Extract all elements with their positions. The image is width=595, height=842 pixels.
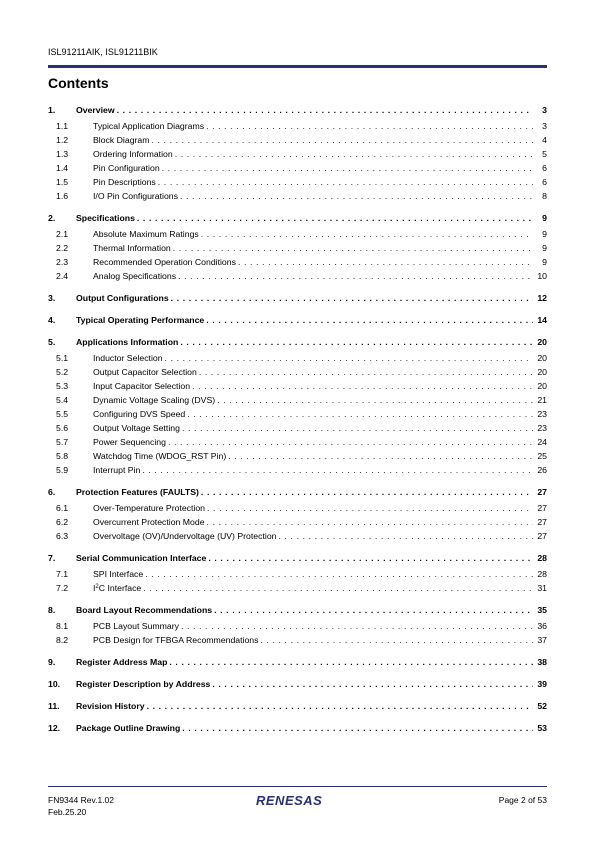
footer-page-number: Page 2 of 53	[498, 795, 547, 805]
toc-entry-page: 21	[537, 395, 547, 405]
toc-entry-page: 35	[537, 605, 547, 615]
toc-entry-number: 5.	[48, 337, 56, 347]
toc-dot-leader	[117, 104, 533, 116]
toc-dot-leader	[182, 722, 533, 734]
toc-entry-title	[93, 582, 141, 594]
toc-entry-title: Over-Temperature Protection	[93, 503, 206, 513]
toc-entry-number: 9.	[48, 657, 56, 667]
toc-entry[interactable]	[48, 380, 547, 392]
toc-entry-page: 9	[542, 213, 547, 223]
toc-entry-page: 26	[537, 465, 547, 475]
toc-entry-page: 9	[542, 243, 547, 253]
toc-dot-leader	[228, 450, 533, 462]
toc-entry-title: Thermal Information	[93, 243, 171, 253]
toc-entry-number: 1.3	[56, 149, 69, 159]
toc-entry-number: 10.	[48, 679, 61, 689]
toc-entry[interactable]	[48, 242, 547, 254]
toc-entry[interactable]	[48, 422, 547, 434]
toc-entry[interactable]	[48, 722, 547, 734]
toc-entry-number: 2.1	[56, 229, 69, 239]
toc-entry-number: 1.2	[56, 135, 69, 145]
toc-entry-number: 2.3	[56, 257, 69, 267]
toc-entry-page: 27	[537, 531, 547, 541]
toc-entry-title-rest: C Interface	[98, 583, 142, 593]
toc-entry-number: 2.4	[56, 271, 69, 281]
toc-entry-number: 5.6	[56, 423, 69, 433]
toc-entry-title: SPI Interface	[93, 569, 144, 579]
toc-entry-number: 6.2	[56, 517, 69, 527]
toc-entry[interactable]	[48, 700, 547, 712]
toc-entry-page: 9	[542, 229, 547, 239]
toc-entry-number: 5.4	[56, 395, 69, 405]
toc-entry[interactable]	[48, 162, 547, 174]
toc-dot-leader	[201, 228, 533, 240]
toc-entry-title: Applications Information	[76, 337, 179, 347]
toc-entry-title: Dynamic Voltage Scaling (DVS)	[93, 395, 216, 405]
toc-entry-number: 1.1	[56, 121, 69, 131]
toc-entry[interactable]	[48, 228, 547, 240]
toc-dot-leader	[178, 270, 533, 282]
toc-dot-leader	[145, 568, 533, 580]
toc-entry[interactable]	[48, 176, 547, 188]
toc-entry-number: 1.4	[56, 163, 69, 173]
toc-entry-title: Protection Features (FAULTS)	[76, 487, 199, 497]
toc-entry-page: 37	[537, 635, 547, 645]
toc-entry[interactable]	[48, 394, 547, 406]
toc-entry[interactable]	[48, 678, 547, 690]
toc-entry-number: 1.	[48, 105, 56, 115]
toc-entry-number: 5.1	[56, 353, 69, 363]
toc-entry-number: 3.	[48, 293, 56, 303]
toc-entry[interactable]	[48, 552, 547, 564]
toc-entry[interactable]	[48, 516, 547, 528]
toc-entry-title: Overview	[76, 105, 115, 115]
toc-entry-page: 20	[537, 353, 547, 363]
toc-dot-leader	[152, 134, 534, 146]
toc-dot-leader	[168, 436, 533, 448]
toc-entry-page: 27	[537, 517, 547, 527]
toc-entry[interactable]	[48, 134, 547, 146]
toc-entry[interactable]	[48, 436, 547, 448]
toc-entry-number: 1.6	[56, 191, 69, 201]
toc-entry[interactable]	[48, 120, 547, 132]
toc-entry-page: 28	[537, 569, 547, 579]
toc-entry-page: 10	[537, 271, 547, 281]
toc-entry-title: Analog Specifications	[93, 271, 177, 281]
toc-entry-page: 3	[542, 105, 547, 115]
toc-entry-title: Configuring DVS Speed	[93, 409, 186, 419]
toc-entry-page: 36	[537, 621, 547, 631]
toc-dot-leader	[137, 212, 533, 224]
toc-dot-leader	[217, 394, 533, 406]
toc-entry-number: 12.	[48, 723, 61, 733]
toc-dot-leader	[180, 336, 533, 348]
toc-entry[interactable]	[48, 336, 547, 348]
toc-entry-number: 7.2	[56, 583, 69, 593]
toc-entry[interactable]	[48, 634, 547, 646]
toc-dot-leader	[147, 700, 533, 712]
toc-entry-title: Typical Application Diagrams	[93, 121, 205, 131]
toc-entry[interactable]	[48, 530, 547, 542]
toc-entry-page: 25	[537, 451, 547, 461]
toc-entry-page: 23	[537, 409, 547, 419]
toc-entry-number: 5.7	[56, 437, 69, 447]
toc-entry-title: Inductor Selection	[93, 353, 163, 363]
toc-dot-leader	[181, 620, 533, 632]
toc-entry-page: 24	[537, 437, 547, 447]
toc-entry-title: PCB Layout Summary	[93, 621, 179, 631]
toc-entry-page: 8	[542, 191, 547, 201]
toc-entry-title: Interrupt Pin	[93, 465, 141, 475]
toc-entry-page: 4	[542, 135, 547, 145]
toc-entry-title: Register Address Map	[76, 657, 168, 667]
toc-entry-number: 6.3	[56, 531, 69, 541]
toc-entry[interactable]	[48, 270, 547, 282]
toc-dot-leader	[212, 678, 533, 690]
toc-dot-leader	[206, 314, 533, 326]
toc-entry[interactable]	[48, 314, 547, 326]
toc-entry-page: 9	[542, 257, 547, 267]
toc-dot-leader	[199, 366, 533, 378]
toc-entry-number: 5.9	[56, 465, 69, 475]
toc-entry-number: 5.2	[56, 367, 69, 377]
toc-dot-leader	[143, 582, 533, 594]
toc-entry-page: 5	[542, 149, 547, 159]
toc-dot-leader	[260, 634, 533, 646]
toc-dot-leader	[158, 176, 533, 188]
toc-entry-number: 4.	[48, 315, 56, 325]
toc-entry-title: Typical Operating Performance	[76, 315, 205, 325]
toc-entry-title: Overvoltage (OV)/Undervoltage (UV) Protection	[93, 531, 277, 541]
toc-dot-leader	[180, 190, 533, 202]
toc-entry-page: 52	[537, 701, 547, 711]
toc-entry-number: 5.3	[56, 381, 69, 391]
toc-entry-title: Output Configurations	[76, 293, 169, 303]
toc-entry-page: 39	[537, 679, 547, 689]
toc-entry-title: PCB Design for TFBGA Recommendations	[93, 635, 259, 645]
toc-entry-title: Pin Configuration	[93, 163, 160, 173]
toc-dot-leader	[278, 530, 533, 542]
toc-entry[interactable]	[48, 450, 547, 462]
toc-entry[interactable]	[48, 604, 547, 616]
toc-dot-leader	[238, 256, 533, 268]
toc-entry-title: Output Capacitor Selection	[93, 367, 197, 377]
toc-entry-page: 14	[537, 315, 547, 325]
toc-dot-leader	[214, 604, 533, 616]
toc-entry-number: 5.5	[56, 409, 69, 419]
toc-dot-leader	[171, 292, 533, 304]
toc-entry[interactable]	[48, 212, 547, 224]
toc-entry-title: Revision History	[76, 701, 145, 711]
footer-rule	[48, 786, 547, 787]
toc-entry-number: 6.	[48, 487, 56, 497]
toc-entry[interactable]	[48, 464, 547, 476]
toc-entry-number: 8.2	[56, 635, 69, 645]
toc-dot-leader	[206, 120, 533, 132]
toc-entry[interactable]	[48, 656, 547, 668]
toc-entry-page: 6	[542, 163, 547, 173]
toc-entry[interactable]	[48, 104, 547, 116]
toc-entry-number: 5.8	[56, 451, 69, 461]
toc-dot-leader	[187, 408, 533, 420]
toc-entry-page: 31	[537, 583, 547, 593]
toc-dot-leader	[142, 464, 533, 476]
toc-entry[interactable]	[48, 352, 547, 364]
page-title: Contents	[48, 75, 109, 91]
toc-entry-title: Board Layout Recommendations	[76, 605, 213, 615]
toc-entry-page: 27	[537, 503, 547, 513]
toc-entry-number: 7.1	[56, 569, 69, 579]
toc-entry-number: 8.	[48, 605, 56, 615]
toc-entry[interactable]	[48, 190, 547, 202]
toc-dot-leader	[165, 352, 533, 364]
toc-entry-page: 53	[537, 723, 547, 733]
toc-entry-title: Package Outline Drawing	[76, 723, 181, 733]
toc-entry-number: 8.1	[56, 621, 69, 631]
toc-entry-title: I/O Pin Configurations	[93, 191, 178, 201]
toc-entry-number: 2.2	[56, 243, 69, 253]
toc-entry-title: Power Sequencing	[93, 437, 166, 447]
document-header-title: ISL91211AIK, ISL91211BIK	[48, 47, 158, 57]
toc-entry-title: Ordering Information	[93, 149, 173, 159]
toc-entry-page: 27	[537, 487, 547, 497]
toc-entry-title: Recommended Operation Conditions	[93, 257, 236, 267]
toc-dot-leader	[192, 380, 533, 392]
toc-dot-leader	[208, 552, 533, 564]
toc-entry-title: Overcurrent Protection Mode	[93, 517, 205, 527]
toc-entry[interactable]	[48, 148, 547, 160]
toc-entry-page: 38	[537, 657, 547, 667]
toc-dot-leader	[175, 148, 533, 160]
toc-entry-page: 28	[537, 553, 547, 563]
toc-entry[interactable]	[48, 568, 547, 580]
toc-entry-number: 1.5	[56, 177, 69, 187]
toc-entry-title: Specifications	[76, 213, 135, 223]
renesas-logo: RENESAS	[256, 793, 323, 808]
toc-entry-title: Output Voltage Setting	[93, 423, 180, 433]
toc-entry[interactable]	[48, 256, 547, 268]
toc-dot-leader	[182, 422, 533, 434]
footer-doc-number: FN9344 Rev.1.02	[48, 795, 114, 805]
toc-entry-number: 11.	[48, 701, 60, 711]
toc-entry-page: 20	[537, 367, 547, 377]
toc-entry-page: 12	[537, 293, 547, 303]
toc-entry-title: Block Diagram	[93, 135, 150, 145]
toc-entry[interactable]	[48, 408, 547, 420]
toc-entry[interactable]	[48, 486, 547, 498]
toc-dot-leader	[207, 516, 533, 528]
toc-dot-leader	[162, 162, 533, 174]
toc-dot-leader	[201, 486, 533, 498]
toc-entry[interactable]	[48, 292, 547, 304]
toc-entry[interactable]	[48, 582, 547, 594]
toc-entry-number: 2.	[48, 213, 56, 223]
toc-entry-number: 7.	[48, 553, 56, 563]
toc-entry-title-prefix: I	[93, 583, 96, 593]
footer-date: Feb.25.20	[48, 807, 87, 817]
toc-entry-title: Pin Descriptions	[93, 177, 156, 187]
toc-entry-page: 20	[537, 337, 547, 347]
toc-entry-page: 3	[542, 121, 547, 131]
header-rule	[48, 65, 547, 68]
toc-dot-leader	[173, 242, 533, 254]
toc-entry[interactable]	[48, 502, 547, 514]
toc-entry-number: 6.1	[56, 503, 69, 513]
toc-entry-title: Serial Communication Interface	[76, 553, 207, 563]
toc-entry-title: Input Capacitor Selection	[93, 381, 191, 391]
toc-entry-title-superscript: 2	[95, 584, 99, 590]
toc-entry-page: 6	[542, 177, 547, 187]
footer-doc-info	[48, 794, 114, 818]
toc-entry-title: Absolute Maximum Ratings	[93, 229, 199, 239]
toc-dot-leader	[207, 502, 533, 514]
toc-entry-page: 20	[537, 381, 547, 391]
toc-entry-title: Watchdog Time (WDOG_RST Pin)	[93, 451, 227, 461]
toc-entry[interactable]	[48, 366, 547, 378]
toc-entry-title: Register Description by Address	[76, 679, 211, 689]
toc-entry-page: 23	[537, 423, 547, 433]
toc-entry[interactable]	[48, 620, 547, 632]
toc-dot-leader	[169, 656, 533, 668]
